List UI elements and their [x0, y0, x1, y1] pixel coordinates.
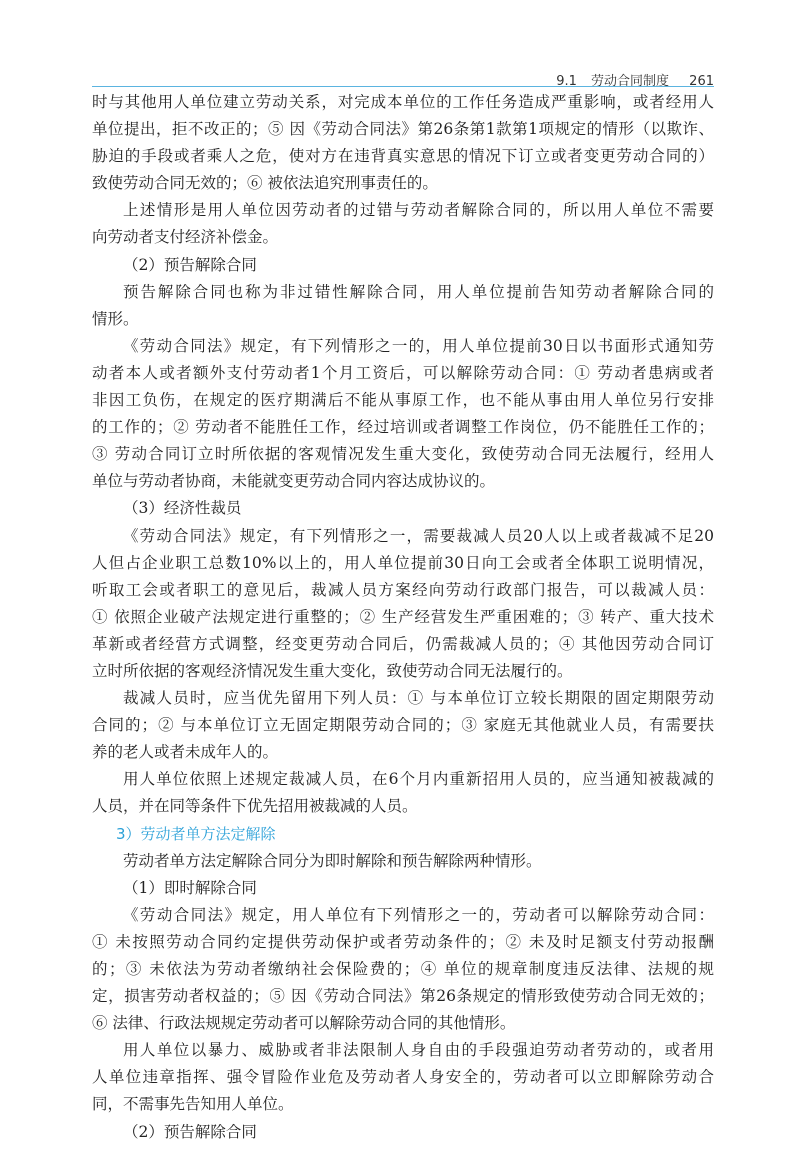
- text-line: 情形。: [92, 309, 139, 328]
- subsection-heading: （2）预告解除合同: [123, 1122, 257, 1141]
- text-line: 同，不需事先告知用人单位。: [92, 1095, 294, 1114]
- page-body: [92, 89, 714, 1146]
- text-line: 动者本人或者额外支付劳动者1个月工资后，可以解除劳动合同：① 劳动者患病或者: [92, 363, 714, 382]
- text-line: 的工作的；② 劳动者不能胜任工作，经过培训或者调整工作岗位，仍不能胜任工作的；: [92, 418, 714, 437]
- header-rule: [92, 86, 714, 87]
- subsection-heading: （1）即时解除合同: [123, 878, 257, 897]
- subsection-heading: （3）经济性裁员: [123, 499, 242, 518]
- subsection-heading: （2）预告解除合同: [123, 255, 257, 274]
- text-line: ⑥ 法律、行政法规规定劳动者可以解除劳动合同的其他情形。: [92, 1014, 516, 1033]
- text-line: 人员，并在同等条件下优先招用被裁减的人员。: [92, 797, 418, 816]
- text-line: 听取工会或者职工的意见后，裁减人员方案经向劳动行政部门报告，可以裁减人员：: [92, 580, 714, 599]
- text-line: 立时所依据的客观经济情况发生重大变化，致使劳动合同无法履行的。: [92, 661, 573, 680]
- text-line: ③ 劳动合同订立时所依据的客观情况发生重大变化，致使劳动合同无法履行，经用人: [92, 445, 714, 464]
- text-line: 单位提出，拒不改正的；⑤ 因《劳动合同法》第26条第1款第1项规定的情形（以欺诈、: [92, 120, 714, 139]
- text-line: 胁迫的手段或者乘人之危，使对方在违背真实意思的情况下订立或者变更劳动合同的）: [92, 147, 714, 166]
- text-line: 用人单位依照上述规定裁减人员，在6个月内重新招用人员的，应当通知被裁减的: [123, 770, 714, 789]
- text-line: 裁减人员时，应当优先留用下列人员：① 与本单位订立较长期限的固定期限劳动: [123, 689, 714, 708]
- text-line: 合同的；② 与本单位订立无固定期限劳动合同的；③ 家庭无其他就业人员，有需要扶: [92, 716, 714, 735]
- text-line: 《劳动合同法》规定，用人单位有下列情形之一的，劳动者可以解除劳动合同：: [123, 905, 714, 924]
- text-line: 向劳动者支付经济补偿金。: [92, 228, 279, 247]
- text-line: ① 依照企业破产法规定进行重整的；② 生产经营发生严重困难的；③ 转产、重大技术: [92, 607, 714, 626]
- text-line: 上述情形是用人单位因劳动者的过错与劳动者解除合同的，所以用人单位不需要: [123, 201, 714, 220]
- section-title: 劳动合同制度: [591, 74, 670, 89]
- text-line: 单位与劳动者协商，未能就变更劳动合同内容达成协议的。: [92, 472, 496, 491]
- section-heading: 3）劳动者单方法定解除: [116, 824, 276, 843]
- text-line: 用人单位以暴力、威胁或者非法限制人身自由的手段强迫劳动者劳动的，或者用: [123, 1041, 714, 1060]
- text-line: 养的老人或者未成年人的。: [92, 743, 279, 762]
- text-line: 革新或者经营方式调整，经变更劳动合同后，仍需裁减人员的；④ 其他因劳动合同订: [92, 634, 714, 653]
- text-line: 非因工负伤，在规定的医疗期满后不能从事原工作，也不能从事由用人单位另行安排: [92, 391, 714, 410]
- text-line: 《劳动合同法》规定，有下列情形之一，需要裁减人员20人以上或者裁减不足20: [123, 526, 714, 545]
- text-line: 定，损害劳动者权益的；⑤ 因《劳动合同法》第26条规定的情形致使劳动合同无效的；: [92, 987, 714, 1006]
- page-header: [92, 62, 714, 90]
- section-number: 9.1: [556, 74, 577, 89]
- text-line: 劳动者单方法定解除合同分为即时解除和预告解除两种情形。: [123, 851, 542, 870]
- text-line: 预告解除合同也称为非过错性解除合同，用人单位提前告知劳动者解除合同的: [123, 282, 714, 301]
- text-line: 的；③ 未依法为劳动者缴纳社会保险费的；④ 单位的规章制度违反法律、法规的规: [92, 960, 714, 978]
- text-line: 人单位违章指挥、强令冒险作业危及劳动者人身安全的，劳动者可以立即解除劳动合: [92, 1068, 714, 1087]
- text-line: 致使劳动合同无效的；⑥ 被依法追究刑事责任的。: [92, 174, 438, 193]
- text-line: 时与其他用人单位建立劳动关系，对完成本单位的工作任务造成严重影响，或者经用人: [92, 93, 714, 111]
- text-line: ① 未按照劳动合同约定提供劳动保护或者劳动条件的；② 未及时足额支付劳动报酬: [92, 932, 714, 951]
- text-line: 人但占企业职工总数10%以上的，用人单位提前30日向工会或者全体职工说明情况，: [92, 553, 714, 572]
- page-number: 261: [689, 74, 714, 89]
- text-line: 《劳动合同法》规定，有下列情形之一的，用人单位提前30日以书面形式通知劳: [123, 336, 714, 355]
